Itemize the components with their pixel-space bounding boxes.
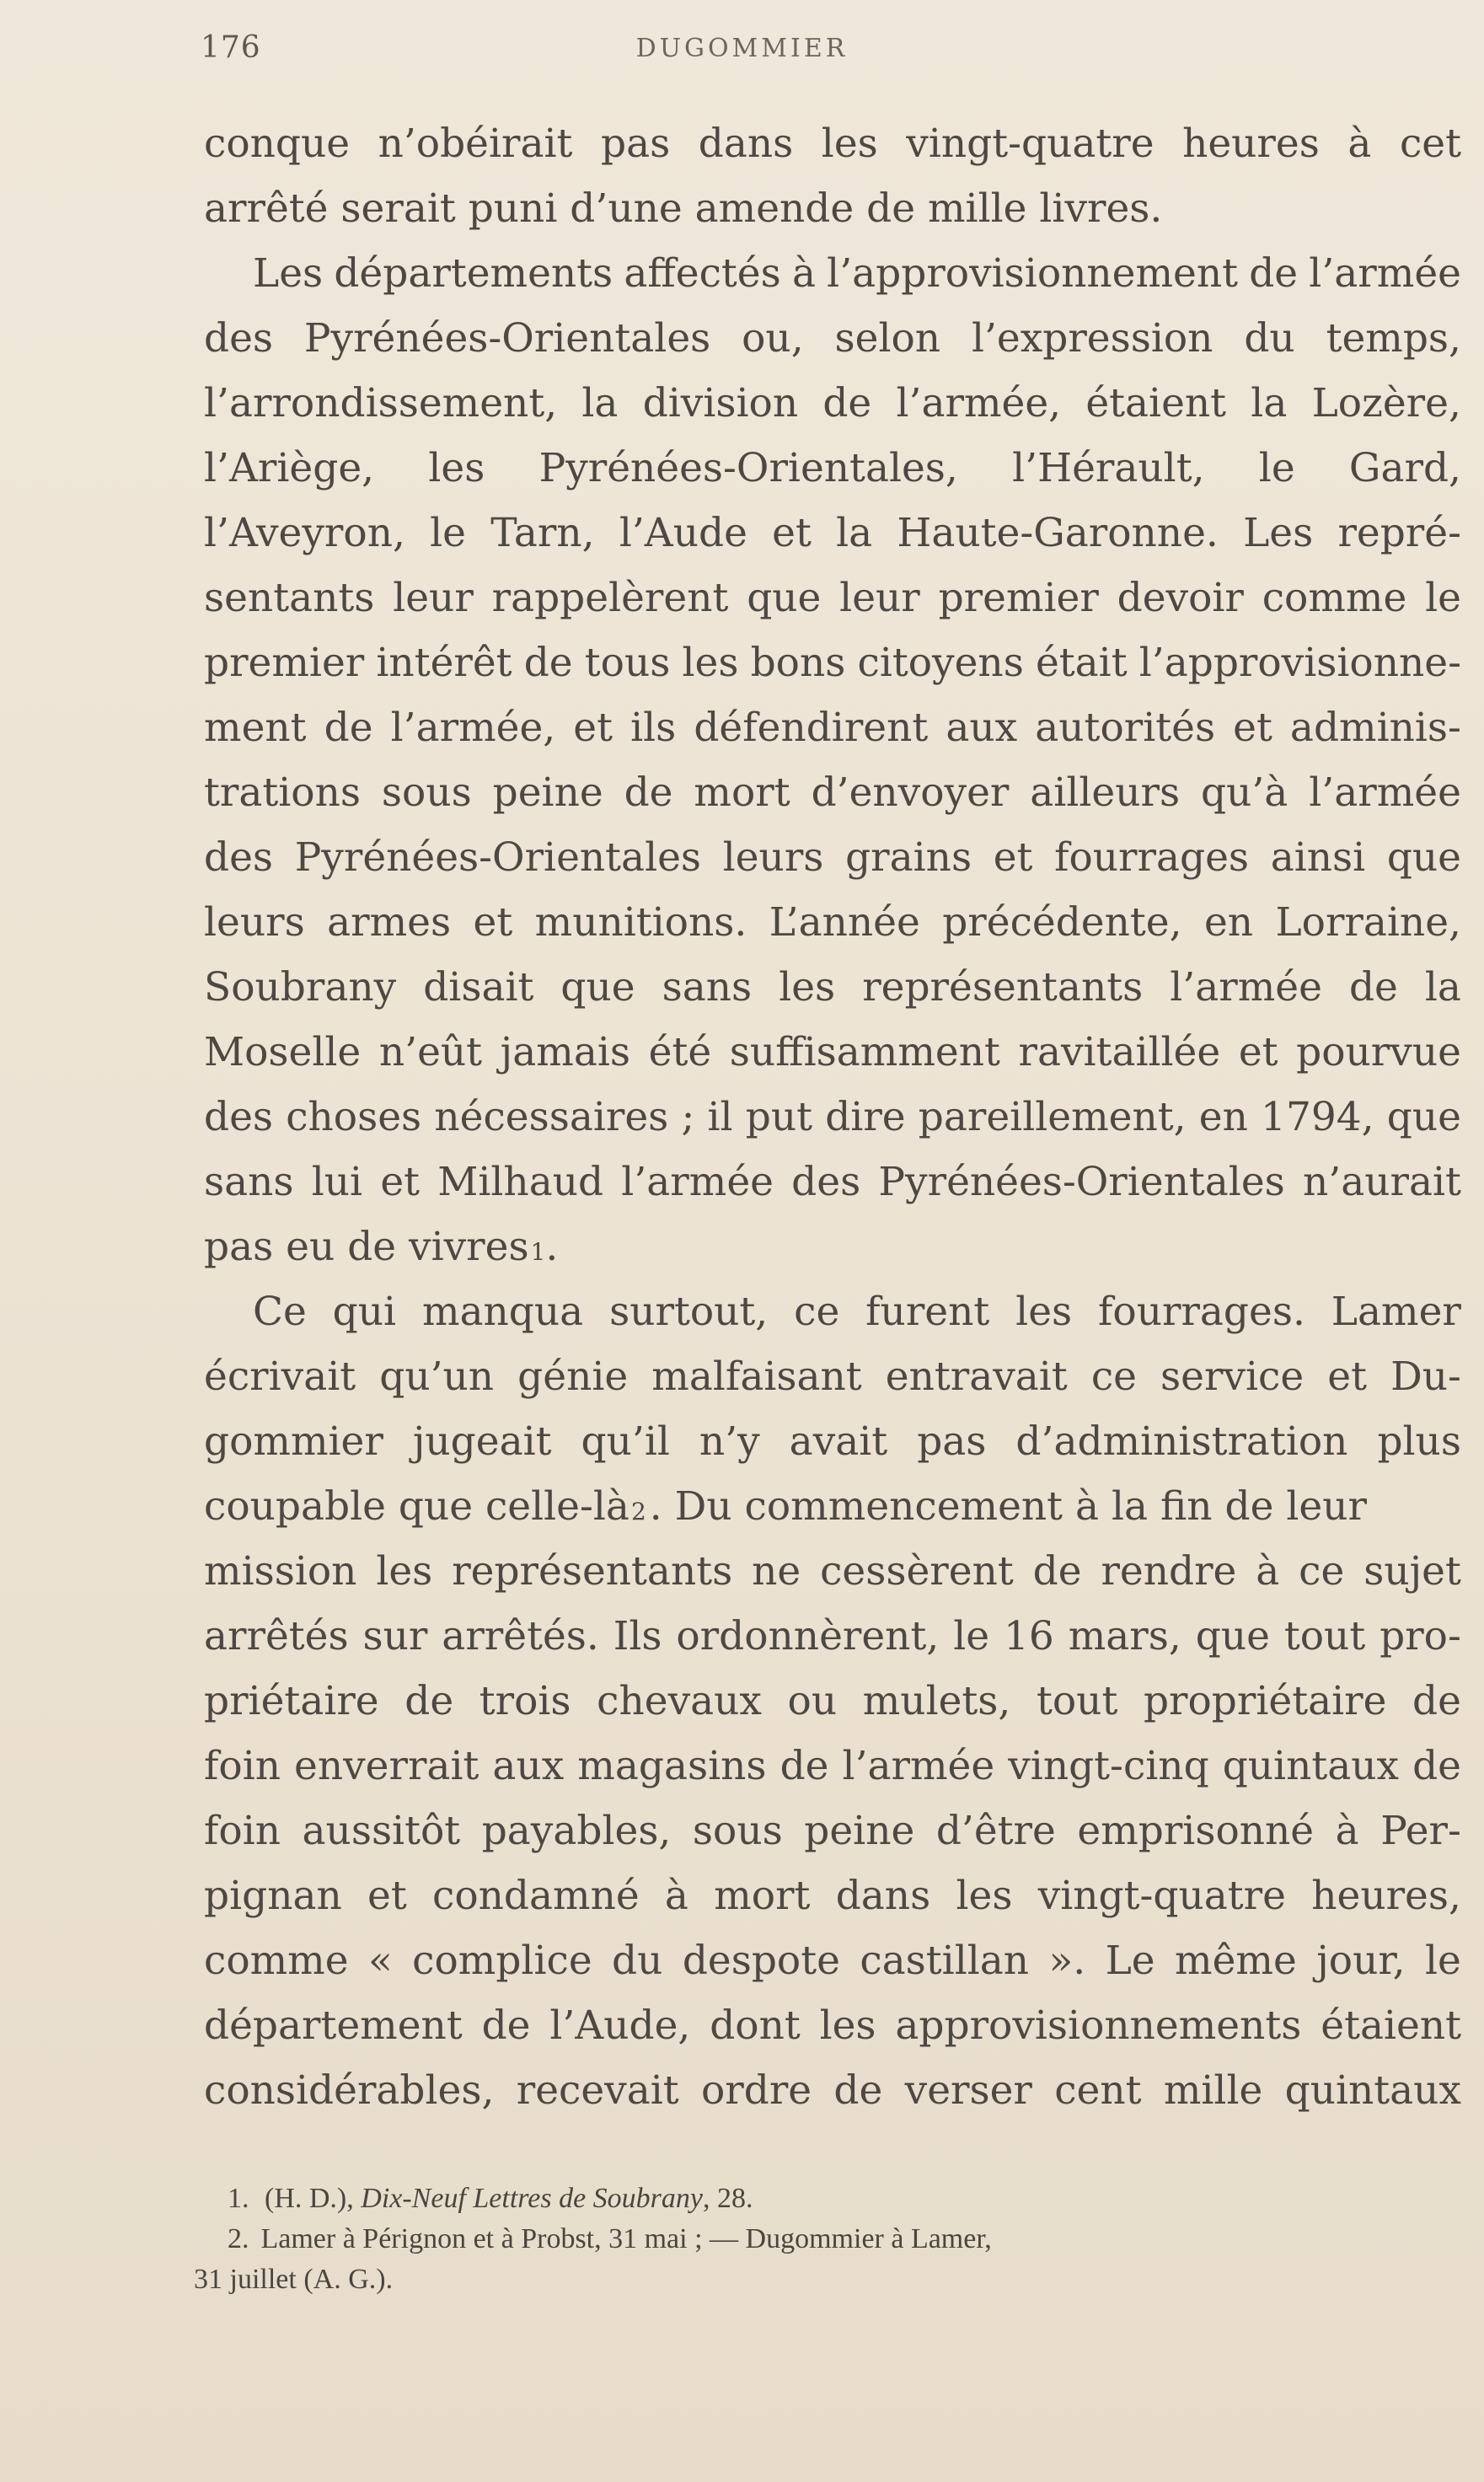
footnote-number: 1. xyxy=(228,2183,249,2214)
text-line: des choses nécessaires ; il put dire pareillement, en 1794, que xyxy=(204,1094,1461,1140)
page-number: 176 xyxy=(201,30,261,65)
text-line: trations sous peine de mort d’envoyer ailleurs qu’à l’armée xyxy=(204,769,1461,816)
footnotes xyxy=(194,2179,1466,2300)
text-line-start: coupable que celle-là xyxy=(204,1483,629,1530)
text-line: sans lui et Milhaud l’armée des Pyrénées-Orientales n’aurait xyxy=(204,1159,1461,1205)
footnote-source: (H. D.), xyxy=(265,2183,354,2214)
text-line: des Pyrénées-Orientales ou, selon l’expression du temps, xyxy=(204,315,1461,362)
main-text xyxy=(204,111,1461,2123)
text-line: pas eu de vivres 1 . xyxy=(204,1214,1461,1279)
text-line: leurs armes et munitions. L’année précédente, en Lorraine, xyxy=(204,899,1461,946)
text-line: coupable que celle-là 2 . Du commencement à la fin de leur xyxy=(204,1474,1461,1539)
text-line: Ce qui manqua surtout, ce furent les fourrages. Lamer xyxy=(253,1289,1461,1335)
text-line: Les départements affectés à l’approvisionnement de l’armée xyxy=(253,250,1461,297)
text-line: arrêté serait puni d’une amende de mille livres. xyxy=(204,185,1163,232)
text-line: ment de l’armée, et ils défendirent aux autorités et adminis- xyxy=(204,705,1461,751)
text-line-end: . xyxy=(545,1224,559,1270)
text-line: considérables, recevait ordre de verser cent mille quintaux xyxy=(204,2067,1461,2114)
text-line: priétaire de trois chevaux ou mulets, tout propriétaire de xyxy=(204,1678,1461,1724)
text-line: foin enverrait aux magasins de l’armée vingt-cinq quintaux de xyxy=(204,1743,1461,1789)
text-line: Soubrany disait que sans les représentants l’armée de la xyxy=(204,964,1461,1010)
footnote-2-continued: 31 juillet (A. G.). xyxy=(194,2264,394,2295)
text-line: Moselle n’eût jamais été suffisamment ravitaillée et pourvue xyxy=(204,1029,1461,1075)
footnote-number: 2. xyxy=(228,2223,249,2254)
footnote-page: , 28. xyxy=(703,2183,753,2214)
text-line-start: pas eu de vivres xyxy=(204,1224,529,1270)
text-line: conque n’obéirait pas dans les vingt-quatre heures à cet xyxy=(204,121,1461,167)
text-line: foin aussitôt payables, sous peine d’être emprisonné à Per- xyxy=(204,1808,1461,1854)
text-line: l’Aveyron, le Tarn, l’Aude et la Haute-Garonne. Les repré- xyxy=(204,510,1461,556)
footnote-2 xyxy=(194,2219,1466,2260)
text-line: comme « complice du despote castillan ». Le même jour, le xyxy=(204,1938,1461,1984)
text-line: pignan et condamné à mort dans les vingt-quatre heures, xyxy=(204,1873,1461,1919)
running-title: DUGOMMIER xyxy=(635,34,849,63)
footnote-title: Dix-Neuf Lettres de Soubrany xyxy=(361,2183,703,2214)
text-line: sentants leur rappelèrent que leur premier devoir comme le xyxy=(204,575,1461,621)
text-line-end: . Du commencement à la fin de leur xyxy=(649,1483,1367,1530)
text-line: mission les représentants ne cessèrent de rendre à ce sujet xyxy=(204,1548,1461,1595)
text-line: l’arrondissement, la division de l’armée, étaient la Lozère, xyxy=(204,380,1461,426)
text-line: écrivait qu’un génie malfaisant entravait ce service et Du- xyxy=(204,1354,1461,1400)
footnote-text: Lamer à Pérignon et à Probst, 31 mai ; — Dugommier à Lamer, xyxy=(260,2223,992,2254)
text-line: premier intérêt de tous les bons citoyens était l’approvisionne- xyxy=(204,640,1461,686)
text-line: arrêtés sur arrêtés. Ils ordonnèrent, le 16 mars, que tout pro- xyxy=(204,1613,1461,1659)
footnote-1 xyxy=(194,2179,1466,2219)
text-line: l’Ariège, les Pyrénées-Orientales, l’Hérault, le Gard, xyxy=(204,445,1461,491)
text-line: des Pyrénées-Orientales leurs grains et fourrages ainsi que xyxy=(204,834,1461,881)
page-header xyxy=(0,30,1484,81)
text-line: gommier jugeait qu’il n’y avait pas d’administration plus xyxy=(204,1418,1461,1465)
text-line: département de l’Aude, dont les approvisionnements étaient xyxy=(204,2002,1461,2049)
